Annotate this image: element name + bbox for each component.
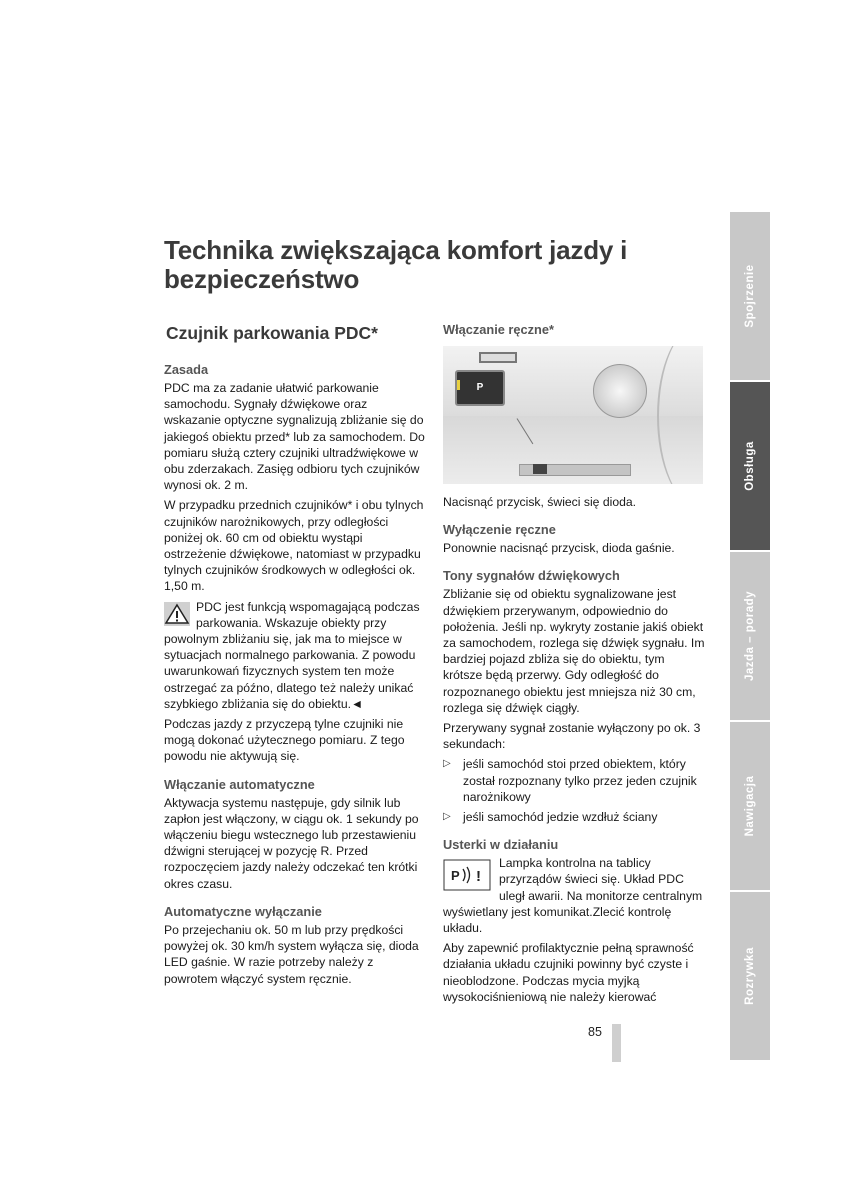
heading-manual-off: Wyłączenie ręczne	[443, 522, 556, 538]
paragraph: Po przejechaniu ok. 50 m lub przy prędkości powyżej ok. 30 km/h system wyłącza się, dioda LED gaśnie. W razie potrzeby należy z powrotem włączyć system ręcznie.	[164, 922, 419, 986]
slot	[479, 352, 517, 363]
tab-rozrywka[interactable]: Rozrywka	[730, 892, 770, 1060]
heading-auto-on: Włączanie automatyczne	[164, 776, 315, 792]
paragraph: Lampka kontrolna na tablicy przyrządów świeci się. Układ PDC uległ awarii. Na monitorze centralnym wyświetlany jest komunikat.Zlecić kontrolę układu.	[443, 856, 703, 936]
selected-button	[533, 464, 547, 474]
heading-zasada: Zasada	[164, 362, 209, 377]
paragraph: Zbliżanie się od obiektu sygnalizowane jest dźwiękiem przerywanym, odpowiednio do położenia. Jeśli np. wykryty zostanie jakiś obiekt za samochodem, rozlega się dźwięk sygnału. Im bardziej pojazd zbliża się do obiektu, tym krótsze będą przerwy. Gdy odległość do rozpoznanego obiektu jest mniejsza niż 30 cm, rozlega się dźwięk ciągły.	[443, 587, 705, 715]
heading-auto-off: Automatyczne wyłączanie	[164, 903, 322, 919]
warning-text: PDC jest funkcją wspomagającą podczas parkowania. Wskazuje obiekty przy powolnym zbliżaniu się, jak ma to miejsce w sytuacjach normalnego parkowania. Z powodu uwarunkowań fizycznych system ten może ostrzegać za późno, dlatego też należy unikać szybkiego zbliżania się do obiektu.◄	[164, 599, 420, 711]
fault-note	[443, 855, 705, 940]
paragraph: PDC ma za zadanie ułatwić parkowanie samochodu. Sygnały dźwiękowe oraz wskazanie optyczne sygnalizują zbliżanie się do jakiegoś obiektu przed* lub za samochodem. Do pomiaru służą cztery czujniki ultradźwiękowe w obu zderzakach. Zasięg odbioru tych czujników wynosi ok. 2 m.	[164, 381, 425, 493]
tab-spojrzenie[interactable]: Spojrzenie	[730, 212, 770, 380]
paragraph: W przypadku przednich czujników* i obu tylnych czujników narożnikowych, przy odległości poniżej ok. 60 cm od obiektu wystąpi ostrzeżenie dźwiękowe, natomiast w przypadku tylnych czujników środkowych w odległości ok. 1,50 m.	[164, 498, 424, 594]
knob	[593, 364, 647, 418]
heading-faults: Usterki w działaniu	[443, 837, 559, 853]
list-item: ▷ jeśli samochód stoi przed obiektem, który został rozpoznany tylko przez jeden czujnik narożnikowy	[443, 757, 697, 804]
page-marker-bar	[612, 1024, 621, 1062]
heading-tones: Tony sygnałów dźwiękowych	[443, 568, 620, 584]
tab-nawigacja[interactable]: Nawigacja	[730, 722, 770, 890]
tab-jazda-porady[interactable]: Jazda – porady	[730, 552, 770, 720]
svg-text:!: !	[476, 868, 481, 886]
paragraph: Aktywacja systemu następuje, gdy silnik lub zapłon jest włączony, w ciągu ok. 1 sekundy po włączeniu biegu wstecznego lub przestawieniu dźwigni sterującej w pozycję R. Przed rozpoczęciem jazdy należy odczekać ten krótki okres czasu.	[164, 795, 419, 891]
pdc-button: P	[455, 370, 505, 406]
pdc-warning-lamp-icon	[443, 859, 491, 891]
right-column	[443, 322, 705, 1009]
led-icon	[457, 380, 460, 390]
page-number: 85	[588, 1025, 602, 1039]
tab-obsluga[interactable]: Obsługa	[730, 382, 770, 550]
pdc-button-photo	[443, 346, 703, 484]
paragraph: Przerywany sygnał zostanie wyłączony po ok. 3 sekundach:	[443, 721, 701, 752]
warning-icon	[164, 602, 190, 626]
heading-manual-on: Włączanie ręczne*	[443, 322, 554, 337]
section-title: Czujnik parkowania PDC*	[166, 323, 378, 343]
left-column	[164, 322, 426, 991]
chapter-tabs	[730, 212, 770, 1062]
paragraph: Podczas jazdy z przyczepą tylne czujniki nie mogą dokonać użytecznego pomiaru. Z tego powodu nie aktywują się.	[164, 717, 405, 764]
triangle-icon: ▷	[443, 758, 451, 770]
paragraph: Aby zapewnić profilaktycznie pełną sprawność działania układu czujniki powinny być czyste i nieoblodzone. Podczas mycia myjką wysokociśnieniową nie należy kierować	[443, 941, 694, 1004]
paragraph: Nacisnąć przycisk, świeci się dioda.	[443, 495, 637, 509]
paragraph: Ponownie nacisnąć przycisk, dioda gaśnie.	[443, 541, 675, 556]
list-item: ▷ jeśli samochód jedzie wzdłuż ściany	[443, 810, 658, 825]
page-title: Technika zwiększająca komfort jazdy i bezpieczeństwo	[164, 235, 628, 294]
svg-text:P: P	[451, 868, 460, 884]
bullet-list	[443, 756, 705, 825]
warning-note	[164, 599, 426, 712]
triangle-icon: ▷	[443, 811, 451, 823]
